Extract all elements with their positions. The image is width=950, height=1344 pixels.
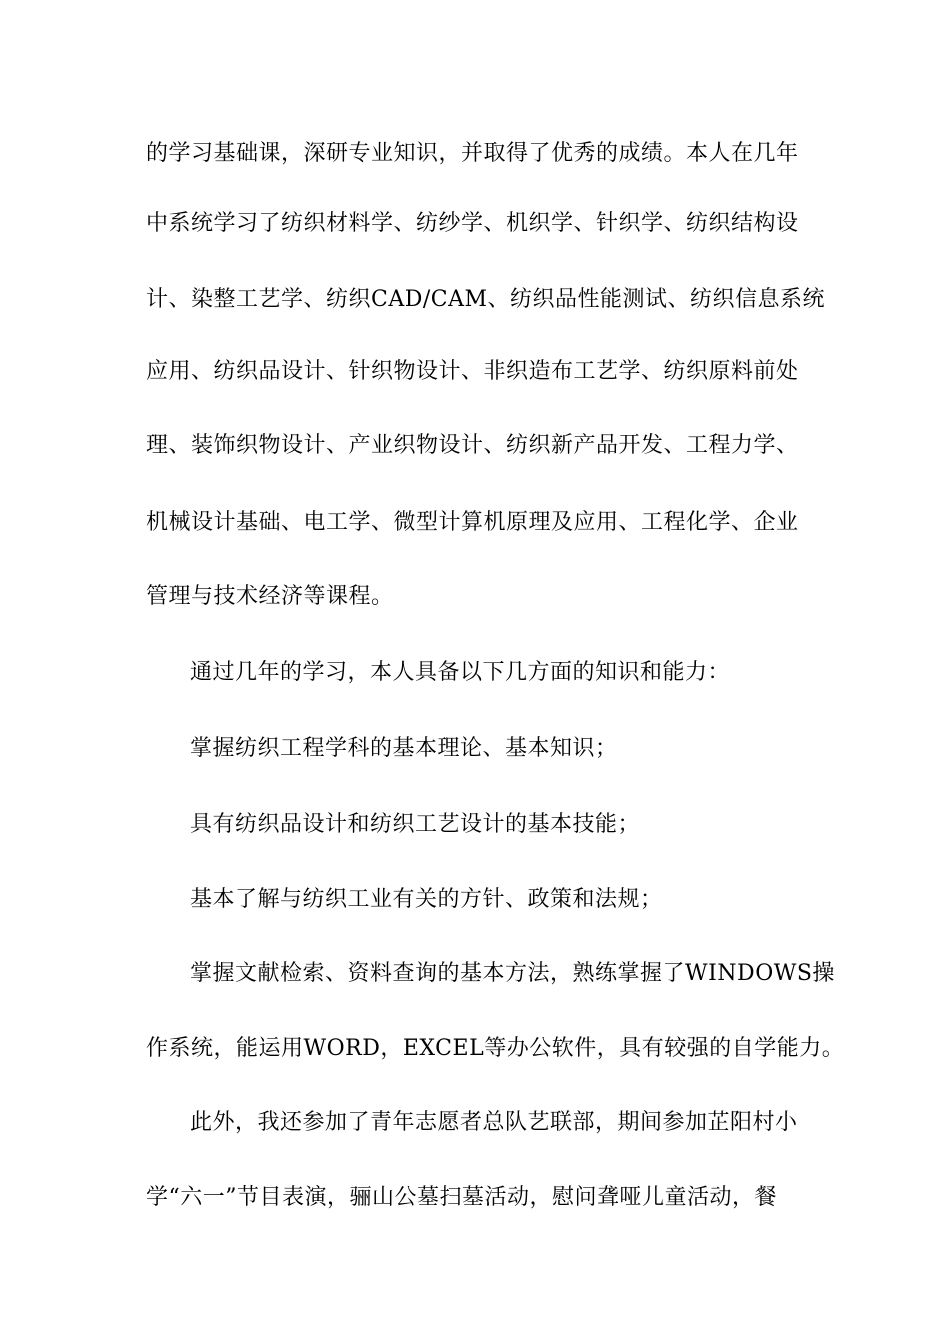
text-line-10: 具有纺织品设计和纺织工艺设计的基本技能； <box>190 812 641 837</box>
text-line-13: 作系统，能运用WORD，EXCEL等办公软件，具有较强的自学能力。 <box>146 1036 845 1061</box>
text-line-14: 此外，我还参加了青年志愿者总队艺联部，期间参加芷阳村小 <box>190 1110 798 1135</box>
text-line-3: 计、染整工艺学、纺织CAD/CAM、纺织品性能测试、纺织信息系统 <box>146 287 826 312</box>
text-line-5: 理、装饰织物设计、产业织物设计、纺织新产品开发、工程力学、 <box>146 433 799 458</box>
text-line-2: 中系统学习了纺织材料学、纺纱学、机织学、针织学、纺织结构设 <box>146 211 799 236</box>
text-line-1: 的学习基础课，深研专业知识，并取得了优秀的成绩。本人在几年 <box>146 141 799 166</box>
text-line-4: 应用、纺织品设计、针织物设计、非织造布工艺学、纺织原料前处 <box>146 359 799 384</box>
text-line-6: 机械设计基础、电工学、微型计算机原理及应用、工程化学、企业 <box>146 510 799 535</box>
text-line-9: 掌握纺织工程学科的基本理论、基本知识； <box>190 736 618 761</box>
text-line-12: 掌握文献检索、资料查询的基本方法，熟练掌握了WINDOWS操 <box>190 961 835 986</box>
text-line-11: 基本了解与纺织工业有关的方针、政策和法规； <box>190 887 663 912</box>
text-line-7: 管理与技术经济等课程。 <box>146 584 394 609</box>
text-line-15: 学“六一”节目表演，骊山公墓扫墓活动，慰问聋哑儿童活动，餐 <box>146 1185 777 1210</box>
text-line-8: 通过几年的学习，本人具备以下几方面的知识和能力： <box>190 660 731 685</box>
